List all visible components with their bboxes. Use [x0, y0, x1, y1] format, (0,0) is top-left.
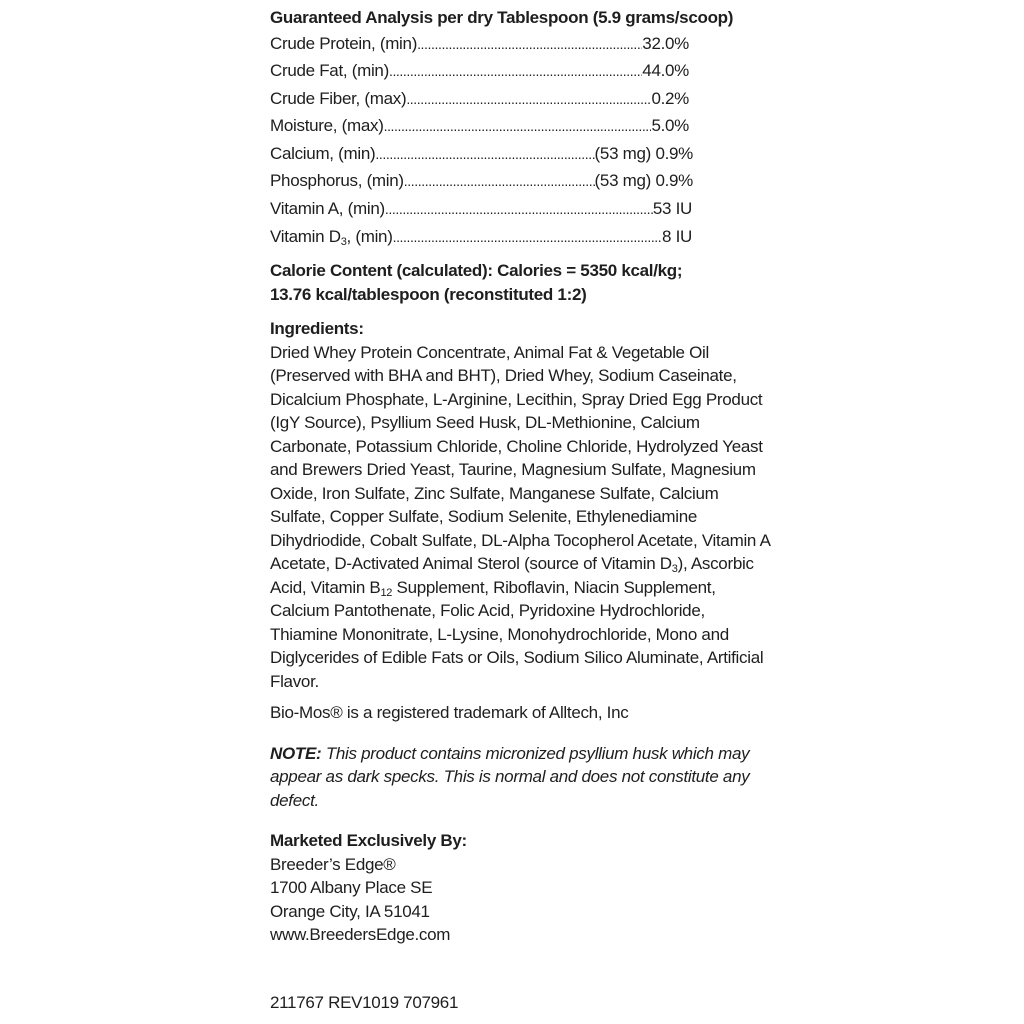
nutrient-value: 0.2%	[651, 88, 689, 108]
analysis-row	[270, 195, 692, 223]
nutrient-value: 44.0%	[642, 61, 689, 81]
ingredients-heading: Ingredients:	[270, 319, 364, 339]
nutrient-name: Moisture, (max)	[270, 116, 384, 136]
calorie-line: 13.76 kcal/tablespoon (reconstituted 1:2)	[270, 284, 587, 304]
nutrient-name: Crude Fiber, (max)	[270, 88, 407, 108]
analysis-row	[270, 112, 689, 140]
nutrient-value: (53 mg) 0.9%	[594, 143, 693, 163]
analysis-row	[270, 30, 689, 58]
nutrient-value: 5.0%	[651, 116, 689, 136]
guaranteed-analysis	[270, 6, 770, 250]
dot-leader	[375, 141, 594, 169]
dot-leader	[404, 168, 595, 196]
analysis-table	[270, 30, 770, 251]
marketer-heading: Marketed Exclusively By:	[270, 831, 467, 851]
product-label	[270, 6, 770, 947]
nutrient-value: (53 mg) 0.9%	[594, 171, 693, 191]
nutrient-name: Calcium, (min)	[270, 143, 376, 163]
nutrient-name: Vitamin $D_3$, (min)	[270, 226, 393, 248]
analysis-row	[270, 223, 692, 251]
product-code: 211767 REV1019 707961	[270, 993, 459, 1012]
marketer-website: www.BreedersEdge.com	[270, 925, 451, 945]
note-label: NOTE:	[270, 743, 322, 763]
calorie-line: Calorie Content (calculated): Calories = 5350 kcal/kg;	[270, 261, 683, 281]
nutrient-value: 53 IU	[652, 199, 692, 219]
analysis-heading: Guaranteed Analysis per dry Tablespoon (5.9 grams/scoop)	[270, 8, 734, 27]
psyllium-note	[270, 742, 770, 813]
analysis-row	[270, 167, 693, 195]
note-text: This product contains micronized psyllium husk which may appear as dark specks. This is normal and does not constitute any defect.	[270, 743, 750, 810]
analysis-row	[270, 85, 689, 113]
nutrient-name: Crude Protein, (min)	[270, 33, 418, 53]
analysis-row	[270, 140, 693, 168]
analysis-row	[270, 57, 689, 85]
ingredients	[270, 317, 770, 693]
dot-leader	[389, 58, 642, 86]
dot-leader	[417, 31, 642, 59]
marketer-info	[270, 829, 770, 947]
calorie-content	[270, 259, 770, 306]
ingredients-list: Dried Whey Protein Concentrate, Animal Fat & Vegetable Oil (Preserved with BHA and BHT), Dried Whey, Sodium Caseinate, Dicalcium Phosphate, L-Arginine, Lecithin, Spray Dried Egg Product (IgY Source), Psyllium Seed Husk, DL-Methionine, Calcium Carbonate, Potassium Chloride, Choline Chloride, Hydrolyzed Yeast and Brewers Dried Yeast, Taurine, Magnesium Sulfate, Magnesium Oxide, Iron Sulfate, Zinc Sulfate, Manganese Sulfate, Calcium Sulfate, Copper Sulfate, Sodium Selenite, Ethylenediamine Dihydriodide, Cobalt Sulfate, DL-Alpha Tocopherol Acetate, Vitamin A Acetate, D-Activated Animal Sterol (source of Vitamin $D_3$), Ascorbic Acid, Vitamin $B_{12}$ Supplement, Riboflavin, Niacin Supplement, Calcium Pantothenate, Folic Acid, Pyridoxine Hydrochloride, Thiamine Mononitrate, L-Lysine, Monohydrochloride, Mono and Diglycerides of Edible Fats or Oils, Sodium Silico Aluminate, Artificial Flavor.	[270, 342, 770, 691]
dot-leader	[385, 196, 653, 224]
nutrient-name: Phosphorus, (min)	[270, 171, 404, 191]
trademark-notice: Bio-Mos® is a registered trademark of Alltech, Inc	[270, 703, 629, 723]
nutrient-name: Crude Fat, (min)	[270, 61, 389, 81]
nutrient-value: 8 IU	[662, 226, 692, 246]
dot-leader	[384, 113, 652, 141]
nutrient-value: 32.0%	[642, 33, 689, 53]
marketer-street: 1700 Albany Place SE	[270, 878, 433, 898]
dot-leader	[393, 224, 662, 252]
marketer-city: Orange City, IA 51041	[270, 901, 430, 921]
marketer-name: Breeder’s Edge®	[270, 854, 396, 874]
dot-leader	[406, 86, 651, 114]
nutrient-name: Vitamin A, (min)	[270, 199, 385, 219]
